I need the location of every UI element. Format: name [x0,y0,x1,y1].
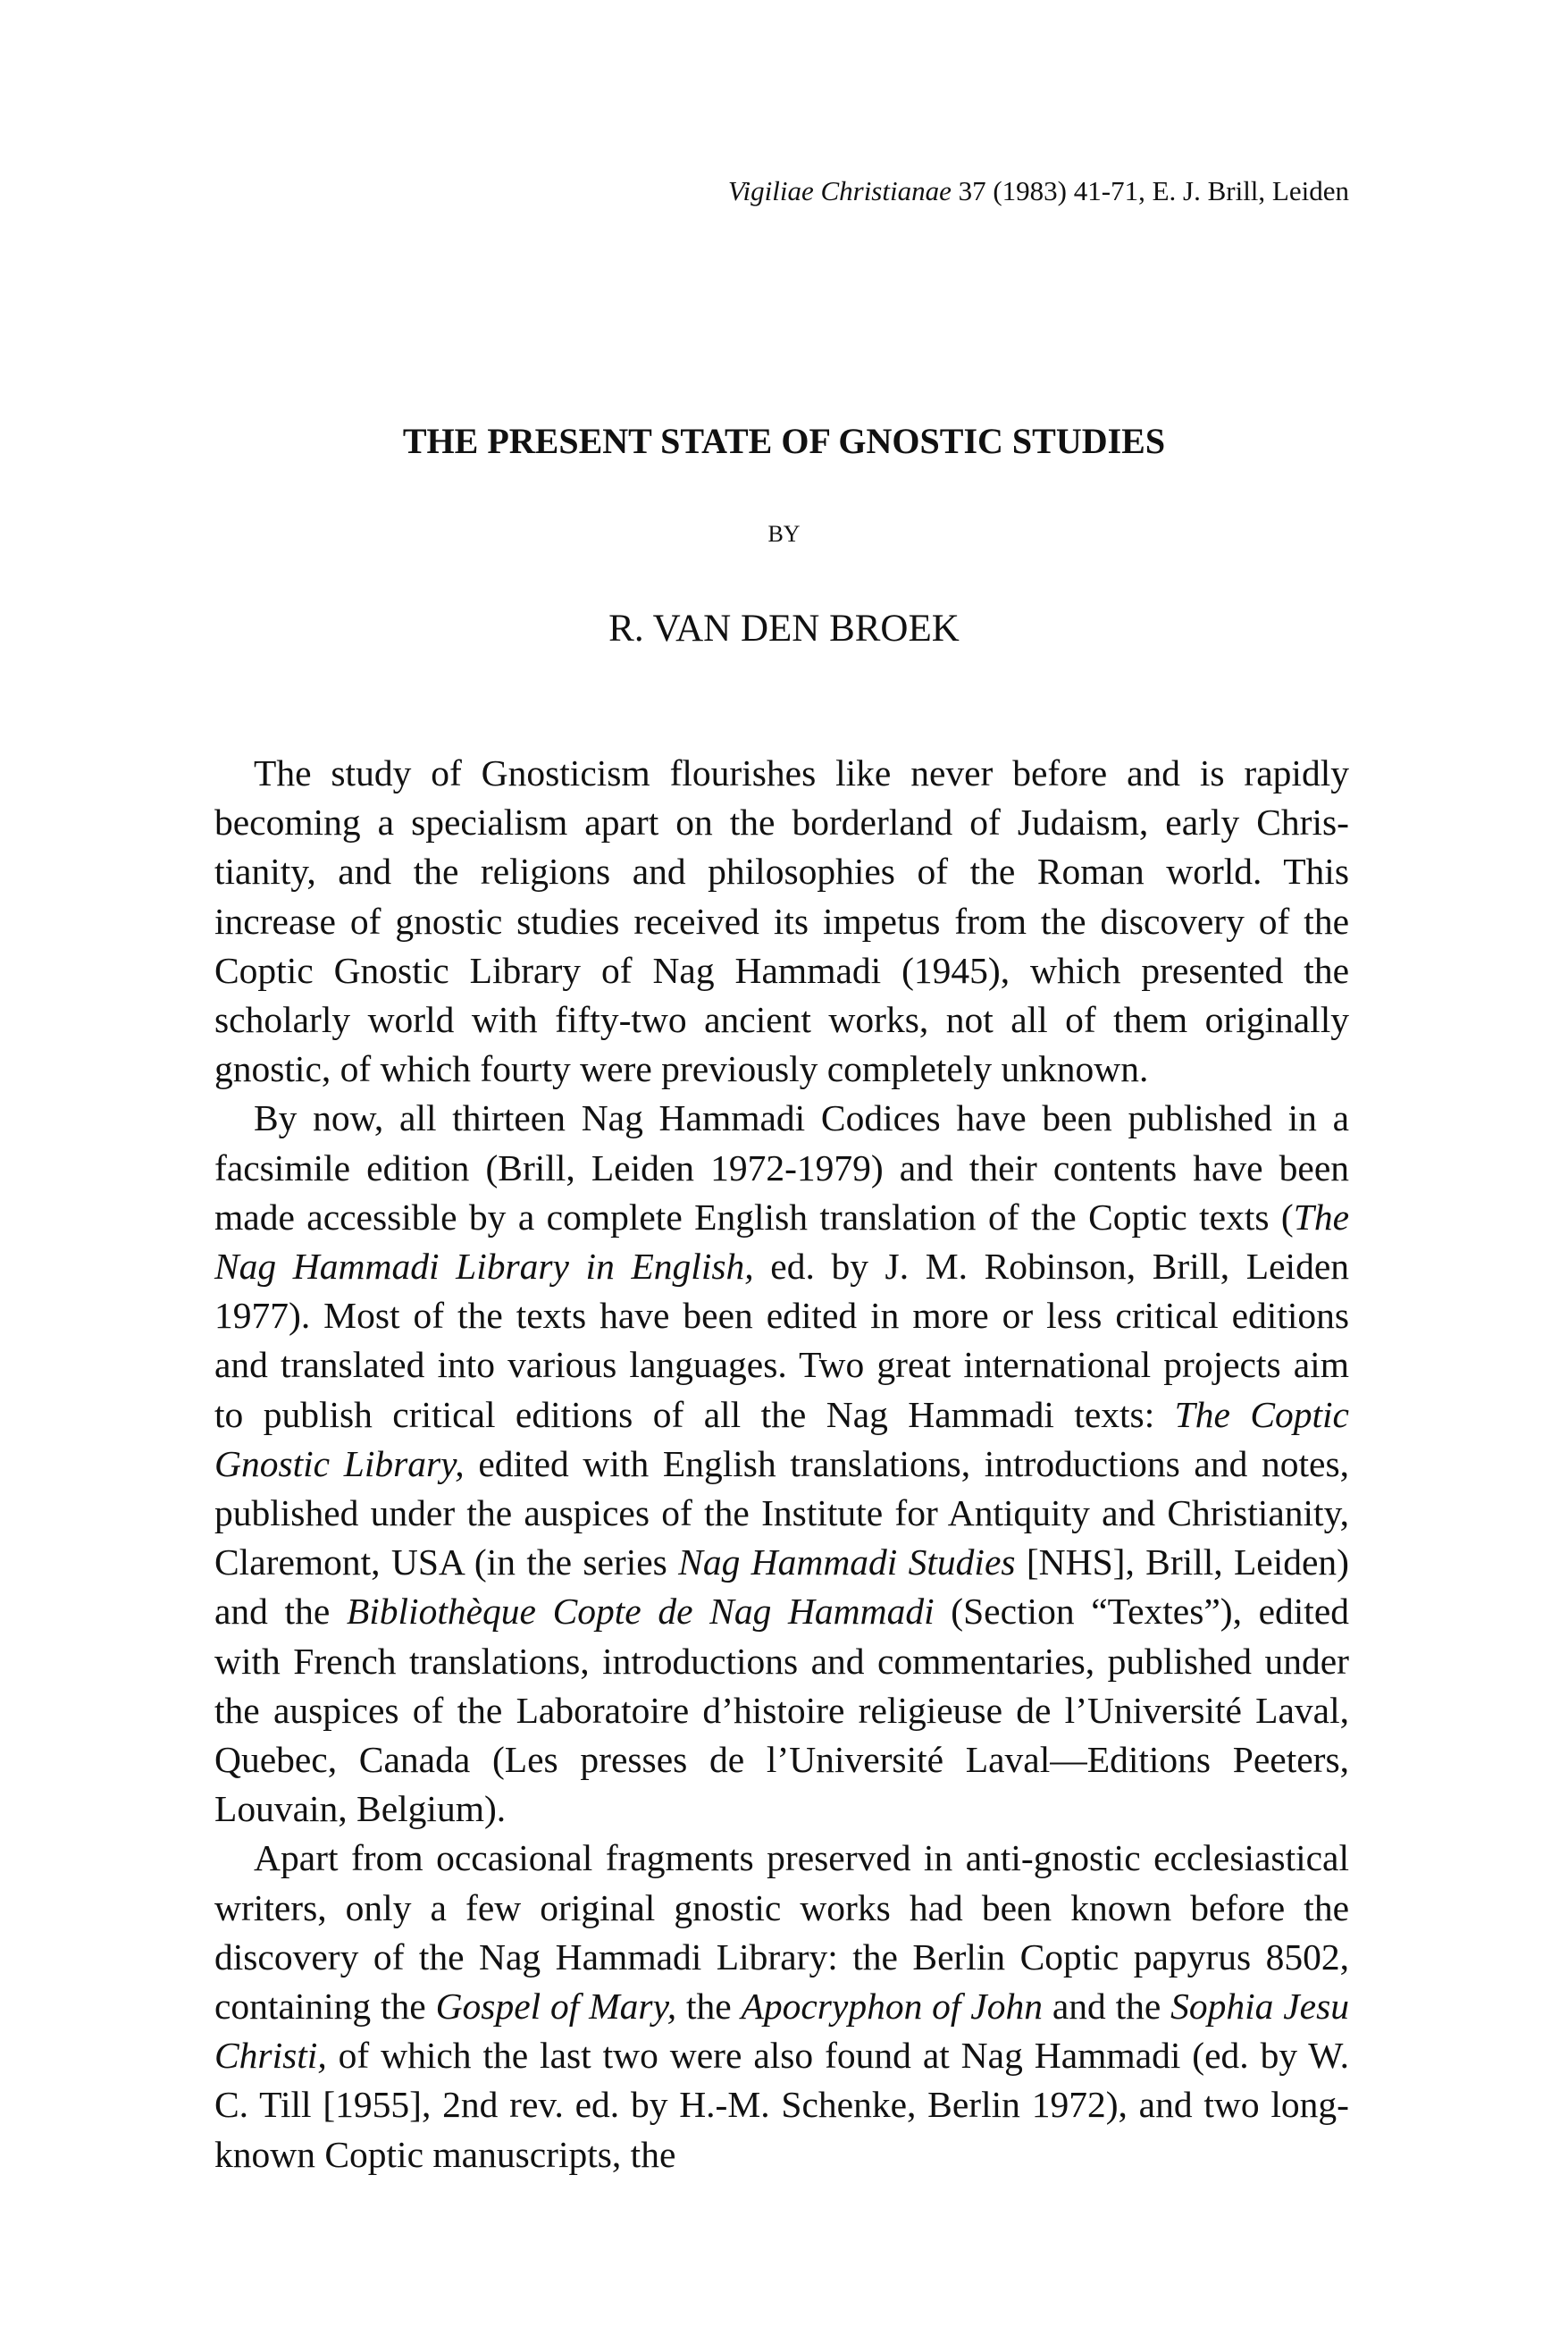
paragraph-3 [214,1834,1349,2179]
text-run: the [676,1986,742,2028]
italic-title: The Nag Hammadi Library in English, [214,1196,1349,1288]
running-header [0,175,1349,207]
author-name: R. VAN DEN BROEK [608,608,960,650]
text-run: and the [1042,1986,1171,2028]
byline: BY [767,521,801,547]
text-run: of which the last two were also found at Nag Hammadi (ed. by W. C. Till [1955], 2nd rev. ed. by H.-M. Schenke, Berlin 1972), and two long-known Coptic manuscripts, the [214,2035,1349,2175]
italic-title: Sophia Jesu Christi, [214,1986,1349,2077]
citation: 37 (1983) 41-71, E. J. Brill, Leiden [958,175,1349,206]
italic-title: Bibliothèque Copte de Nag Hammadi [346,1591,935,1633]
text-run: [NHS], Brill, Leiden) and the [214,1541,1349,1633]
article-body [214,749,1349,2179]
text-run: By now, all thirteen Nag Hammadi Codices have been published in a facsimile edition (Brill, Leiden 1972-1979) and their contents have been made accessible by a complete English translation of the Coptic texts ( [214,1097,1349,1238]
article-title: THE PRESENT STATE OF GNOSTIC STUDIES [402,421,1166,461]
text-run: edited with English translations, introductions and notes, published under the auspices of the Institute for Antiquity and Christianity, Claremont, USA (in the series [214,1442,1349,1583]
italic-title: Gospel of Mary, [435,1986,677,2028]
text-run: (Section “Textes”), edited with French translations, introductions and commentaries, published under the auspices of the Laboratoire d’histoire religieuse de l’Université Laval, Quebec, Canada (Les presses de l’Université Laval—Editions Peeters, Louvain, Belgium). [214,1591,1349,1830]
italic-title: The Coptic Gnostic Library, [214,1393,1349,1484]
italic-title: Nag Hammadi Studies [678,1541,1016,1583]
paragraph-1: The study of Gnosticism flourishes like never before and is rapidly becoming a specialism apart on the borderland of Judaism, early Christianity, and the religions and philosophies of the Roman world. This increase of gnostic studies received its impetus from the discovery of the Coptic Gnostic Library of Nag Hammadi (1945), which presented the scholarly world with fifty-two ancient works, not all of them originally gnostic, of which fourty were previously completely unknown. [214,752,1349,1090]
journal-name: Vigiliae Christianae [727,175,952,206]
italic-title: Apocryphon of John [741,1986,1043,2028]
text-run: ed. by J. M. Robinson, Brill, Leiden 1977). Most of the texts have been edited in more or less critical editions and translated into various languages. Two great international projects aim to publish critical editions of all the Nag Hammadi texts: [214,1246,1350,1435]
text-run: Apart from occasional fragments preserved in anti-gnostic ecclesiastical writers, only a few original gnostic works had been known before the discovery of the Nag Hammadi Library: the Berlin Coptic papyrus 8502, containing the [214,1837,1349,2028]
paragraph-2 [214,1094,1349,1834]
